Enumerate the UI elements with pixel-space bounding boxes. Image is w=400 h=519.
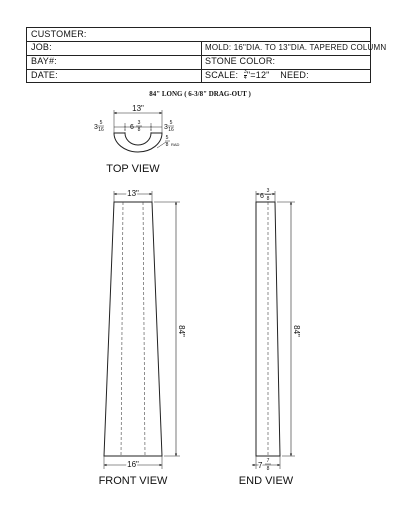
top-view-label: TOP VIEW [106, 163, 160, 175]
top-view-center-dim-den: 8 [137, 127, 141, 133]
scale-label: SCALE: [205, 70, 239, 80]
drawing-title: 84" LONG ( 6-3/8" DRAG-OUT ) [149, 90, 251, 98]
scale-fraction-numerator: 3 [243, 69, 247, 76]
front-view-outline [104, 202, 162, 456]
end-view-length-label: 84" [292, 325, 301, 337]
top-view-right-dim-den: 16 [168, 127, 174, 133]
mold-description: MOLD: 16"DIA. TO 13"DIA. TAPERED COLUMN [205, 43, 387, 52]
scale-fraction-denominator: 4 [243, 75, 247, 82]
top-view-right-dim-num: 5 [169, 120, 173, 126]
top-view-depth-den: 8 [165, 142, 169, 148]
front-view [99, 189, 186, 487]
job-label: JOB: [31, 42, 52, 52]
end-view [239, 188, 301, 487]
date-label: DATE: [31, 70, 58, 80]
front-view-label: FRONT VIEW [98, 475, 168, 487]
end-view-top-dim-den: 8 [266, 196, 270, 202]
top-view-right-dim-whole: 3 [164, 124, 168, 131]
front-view-bottom-label: 16" [127, 460, 139, 469]
end-view-bottom-dim-den: 8 [266, 466, 270, 472]
need-label: NEED: [280, 70, 309, 80]
end-view-bottom-dim-num: 7 [266, 458, 270, 464]
top-view-width-label: 13" [132, 104, 144, 113]
end-view-top-dim-whole: 6 [260, 193, 264, 200]
front-view-length-label: 84" [177, 325, 186, 337]
top-view-left-dim-num: 5 [99, 120, 103, 126]
scale-value: "=12" [246, 70, 270, 80]
top-view-left-dim-whole: 3 [94, 124, 98, 131]
top-view-center-dim-num: 3 [137, 120, 141, 126]
top-view-center-dim-whole: 6 [130, 124, 134, 131]
end-view-top-dim-num: 3 [266, 188, 270, 194]
top-view-left-dim-den: 16 [98, 127, 104, 133]
stone-color-label: STONE COLOR: [205, 56, 276, 66]
bay-label: BAY#: [31, 56, 57, 66]
end-view-label: END VIEW [238, 475, 294, 487]
top-view-section [114, 133, 162, 152]
customer-label: CUSTOMER: [31, 29, 87, 39]
top-view-depth-num: 5 [165, 135, 169, 141]
top-view [94, 104, 180, 175]
top-view-radius-note: RAD [171, 142, 180, 147]
end-view-bottom-dim-whole: 7 [258, 461, 263, 470]
front-view-top-label: 13" [127, 189, 139, 198]
